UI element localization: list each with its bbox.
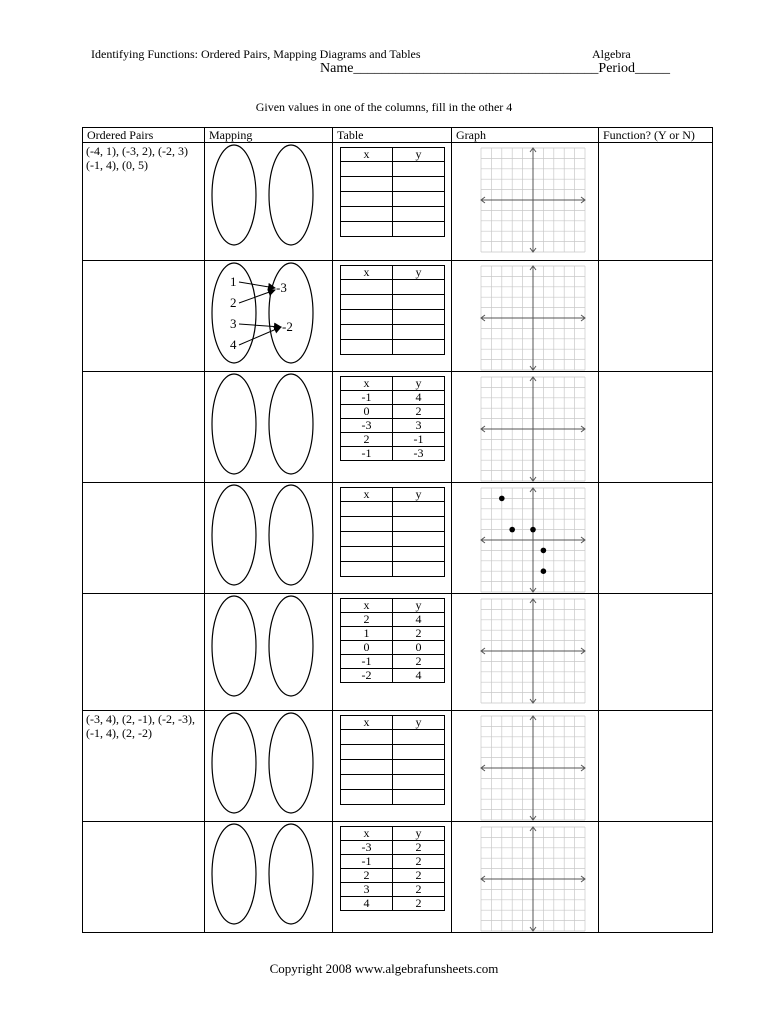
y-column-header: y xyxy=(393,148,445,162)
plotted-point xyxy=(541,568,547,574)
column-header-table: Table xyxy=(333,128,452,143)
x-value-cell[interactable] xyxy=(341,207,393,222)
worksheet-row xyxy=(83,711,713,822)
mapping-diagram xyxy=(205,822,333,926)
table-cell xyxy=(333,143,452,261)
coordinate-grid xyxy=(480,487,586,593)
mapping-cell[interactable] xyxy=(205,143,333,261)
x-column-header: x xyxy=(341,827,393,841)
range-value: -2 xyxy=(282,319,293,334)
mapping-diagram xyxy=(205,594,333,698)
mapping-cell[interactable] xyxy=(205,711,333,822)
graph-cell[interactable] xyxy=(452,483,599,594)
ordered-pairs-cell[interactable] xyxy=(83,143,205,261)
domain-value: 2 xyxy=(230,295,237,310)
x-value-cell[interactable] xyxy=(341,775,393,790)
y-column-header: y xyxy=(393,377,445,391)
y-value-cell[interactable] xyxy=(393,517,445,532)
y-value-cell[interactable] xyxy=(393,547,445,562)
column-header-function: Function? (Y or N) xyxy=(599,128,713,143)
x-value-cell: 1 xyxy=(341,627,393,641)
x-value-cell: -3 xyxy=(341,419,393,433)
plotted-point xyxy=(541,548,547,554)
y-value-cell[interactable] xyxy=(393,325,445,340)
mapping-diagram xyxy=(205,261,333,365)
y-value-cell[interactable] xyxy=(393,790,445,805)
graph-cell[interactable] xyxy=(452,143,599,261)
y-value-cell[interactable] xyxy=(393,162,445,177)
plotted-point xyxy=(509,527,515,533)
y-column-header: y xyxy=(393,488,445,502)
coordinate-grid xyxy=(480,715,586,821)
graph-cell[interactable] xyxy=(452,822,599,933)
y-column-header: y xyxy=(393,827,445,841)
function-answer-cell[interactable] xyxy=(599,372,713,483)
table-cell xyxy=(333,261,452,372)
xy-table xyxy=(340,826,445,911)
table-cell xyxy=(333,483,452,594)
y-value-cell: 2 xyxy=(393,883,445,897)
graph-cell[interactable] xyxy=(452,261,599,372)
y-value-cell: 2 xyxy=(393,627,445,641)
instructions: Given values in one of the columns, fill in the other 4 xyxy=(255,100,513,114)
y-value-cell[interactable] xyxy=(393,310,445,325)
xy-table xyxy=(340,598,445,683)
y-value-cell: 4 xyxy=(393,669,445,683)
xy-table xyxy=(340,487,445,577)
coordinate-grid xyxy=(480,147,586,253)
domain-value: 4 xyxy=(230,337,237,352)
function-answer-cell[interactable] xyxy=(599,483,713,594)
y-value-cell: -3 xyxy=(393,447,445,461)
y-value-cell: -1 xyxy=(393,433,445,447)
x-value-cell: 2 xyxy=(341,613,393,627)
worksheet-row xyxy=(83,372,713,483)
subject-label: Algebra xyxy=(592,47,631,61)
x-value-cell: 0 xyxy=(341,405,393,419)
function-answer-cell[interactable] xyxy=(599,261,713,372)
y-value-cell[interactable] xyxy=(393,340,445,355)
column-header-mapping: Mapping xyxy=(205,128,333,143)
domain-oval xyxy=(212,374,256,474)
x-value-cell[interactable] xyxy=(341,730,393,745)
domain-value: 3 xyxy=(230,316,237,331)
y-value-cell: 0 xyxy=(393,641,445,655)
domain-value: 1 xyxy=(230,274,237,289)
mapping-arrow xyxy=(239,324,281,327)
mapping-diagram xyxy=(205,143,333,247)
name-period-line: Name___________________________________Period_____ xyxy=(320,61,670,76)
y-column-header: y xyxy=(393,266,445,280)
column-header-row xyxy=(83,128,713,143)
x-value-cell[interactable] xyxy=(341,562,393,577)
y-value-cell[interactable] xyxy=(393,562,445,577)
y-value-cell: 2 xyxy=(393,841,445,855)
domain-oval xyxy=(212,145,256,245)
function-answer-cell[interactable] xyxy=(599,594,713,711)
worksheet-row xyxy=(83,261,713,372)
y-column-header: y xyxy=(393,599,445,613)
domain-oval xyxy=(212,824,256,924)
x-value-cell: -2 xyxy=(341,669,393,683)
worksheet-row xyxy=(83,143,713,261)
x-value-cell[interactable] xyxy=(341,177,393,192)
ordered-pairs-cell[interactable] xyxy=(83,261,205,372)
x-value-cell[interactable] xyxy=(341,532,393,547)
ordered-pairs-cell[interactable] xyxy=(83,822,205,933)
xy-table xyxy=(340,376,445,461)
worksheet-row xyxy=(83,483,713,594)
plotted-point xyxy=(530,527,536,533)
y-value-cell: 2 xyxy=(393,897,445,911)
x-value-cell: 4 xyxy=(341,897,393,911)
y-value-cell: 2 xyxy=(393,405,445,419)
x-value-cell[interactable] xyxy=(341,745,393,760)
y-value-cell: 2 xyxy=(393,655,445,669)
x-value-cell[interactable] xyxy=(341,310,393,325)
range-oval xyxy=(269,824,313,924)
ordered-pairs-cell[interactable] xyxy=(83,711,205,822)
y-value-cell: 2 xyxy=(393,855,445,869)
x-value-cell[interactable] xyxy=(341,340,393,355)
xy-table xyxy=(340,147,445,237)
table-cell xyxy=(333,594,452,711)
x-column-header: x xyxy=(341,488,393,502)
y-value-cell[interactable] xyxy=(393,532,445,547)
x-value-cell: 0 xyxy=(341,641,393,655)
x-value-cell: 2 xyxy=(341,433,393,447)
range-oval xyxy=(269,374,313,474)
mapping-arrow xyxy=(239,327,281,345)
xy-table xyxy=(340,265,445,355)
column-header-ordered-pairs: Ordered Pairs xyxy=(83,128,205,143)
function-answer-cell[interactable] xyxy=(599,143,713,261)
domain-oval xyxy=(212,485,256,585)
x-value-cell[interactable] xyxy=(341,547,393,562)
x-value-cell[interactable] xyxy=(341,280,393,295)
mapping-cell[interactable] xyxy=(205,594,333,711)
graph-cell[interactable] xyxy=(452,372,599,483)
x-value-cell: -1 xyxy=(341,855,393,869)
worksheet-row xyxy=(83,822,713,933)
column-header-graph: Graph xyxy=(452,128,599,143)
x-value-cell[interactable] xyxy=(341,517,393,532)
y-column-header: y xyxy=(393,716,445,730)
y-value-cell[interactable] xyxy=(393,775,445,790)
x-value-cell[interactable] xyxy=(341,760,393,775)
ordered-pairs-cell[interactable] xyxy=(83,594,205,711)
y-value-cell[interactable] xyxy=(393,760,445,775)
ordered-pairs-cell[interactable] xyxy=(83,483,205,594)
coordinate-grid xyxy=(480,265,586,371)
range-oval xyxy=(269,263,313,363)
range-value: -3 xyxy=(276,280,287,295)
domain-oval xyxy=(212,596,256,696)
y-value-cell[interactable] xyxy=(393,502,445,517)
graph-cell[interactable] xyxy=(452,594,599,711)
xy-table xyxy=(340,715,445,805)
worksheet-table xyxy=(82,127,713,933)
y-value-cell[interactable] xyxy=(393,730,445,745)
x-value-cell: -1 xyxy=(341,655,393,669)
table-cell xyxy=(333,372,452,483)
worksheet-row xyxy=(83,594,713,711)
x-value-cell: 3 xyxy=(341,883,393,897)
coordinate-grid xyxy=(480,826,586,932)
range-oval xyxy=(269,145,313,245)
y-value-cell[interactable] xyxy=(393,222,445,237)
range-oval xyxy=(269,596,313,696)
x-value-cell[interactable] xyxy=(341,295,393,310)
y-value-cell: 2 xyxy=(393,869,445,883)
y-value-cell[interactable] xyxy=(393,295,445,310)
x-value-cell[interactable] xyxy=(341,162,393,177)
table-cell xyxy=(333,711,452,822)
x-value-cell: -3 xyxy=(341,841,393,855)
x-value-cell: -1 xyxy=(341,391,393,405)
x-value-cell: -1 xyxy=(341,447,393,461)
domain-oval xyxy=(212,713,256,813)
y-value-cell: 4 xyxy=(393,391,445,405)
copyright-footer: Copyright 2008 www.algebrafunsheets.com xyxy=(269,961,499,976)
x-column-header: x xyxy=(341,148,393,162)
x-value-cell[interactable] xyxy=(341,790,393,805)
mapping-cell[interactable] xyxy=(205,372,333,483)
y-value-cell[interactable] xyxy=(393,192,445,207)
function-answer-cell[interactable] xyxy=(599,822,713,933)
y-value-cell[interactable] xyxy=(393,745,445,760)
mapping-cell[interactable] xyxy=(205,261,333,372)
y-value-cell[interactable] xyxy=(393,207,445,222)
mapping-arrow xyxy=(239,282,275,288)
x-value-cell: 2 xyxy=(341,869,393,883)
x-column-header: x xyxy=(341,716,393,730)
worksheet-title: Identifying Functions: Ordered Pairs, Mapping Diagrams and Tables xyxy=(91,47,421,61)
mapping-cell[interactable] xyxy=(205,822,333,933)
y-value-cell: 4 xyxy=(393,613,445,627)
plotted-point xyxy=(499,496,505,502)
x-value-cell[interactable] xyxy=(341,502,393,517)
x-value-cell[interactable] xyxy=(341,222,393,237)
y-value-cell[interactable] xyxy=(393,280,445,295)
x-column-header: x xyxy=(341,377,393,391)
range-oval xyxy=(269,713,313,813)
range-oval xyxy=(269,485,313,585)
x-column-header: x xyxy=(341,266,393,280)
function-answer-cell[interactable] xyxy=(599,711,713,822)
ordered-pairs-text: (-4, 1), (-3, 2), (-2, 3) (-1, 4), (0, 5) xyxy=(86,144,188,172)
mapping-diagram xyxy=(205,711,333,815)
ordered-pairs-cell[interactable] xyxy=(83,372,205,483)
y-value-cell: 3 xyxy=(393,419,445,433)
x-value-cell[interactable] xyxy=(341,325,393,340)
graph-cell[interactable] xyxy=(452,711,599,822)
ordered-pairs-text: (-3, 4), (2, -1), (-2, -3), (-1, 4), (2, -2) xyxy=(86,712,195,740)
x-column-header: x xyxy=(341,599,393,613)
x-value-cell[interactable] xyxy=(341,192,393,207)
mapping-cell[interactable] xyxy=(205,483,333,594)
coordinate-grid xyxy=(480,598,586,704)
y-value-cell[interactable] xyxy=(393,177,445,192)
mapping-diagram xyxy=(205,483,333,587)
table-cell xyxy=(333,822,452,933)
mapping-diagram xyxy=(205,372,333,476)
coordinate-grid xyxy=(480,376,586,482)
